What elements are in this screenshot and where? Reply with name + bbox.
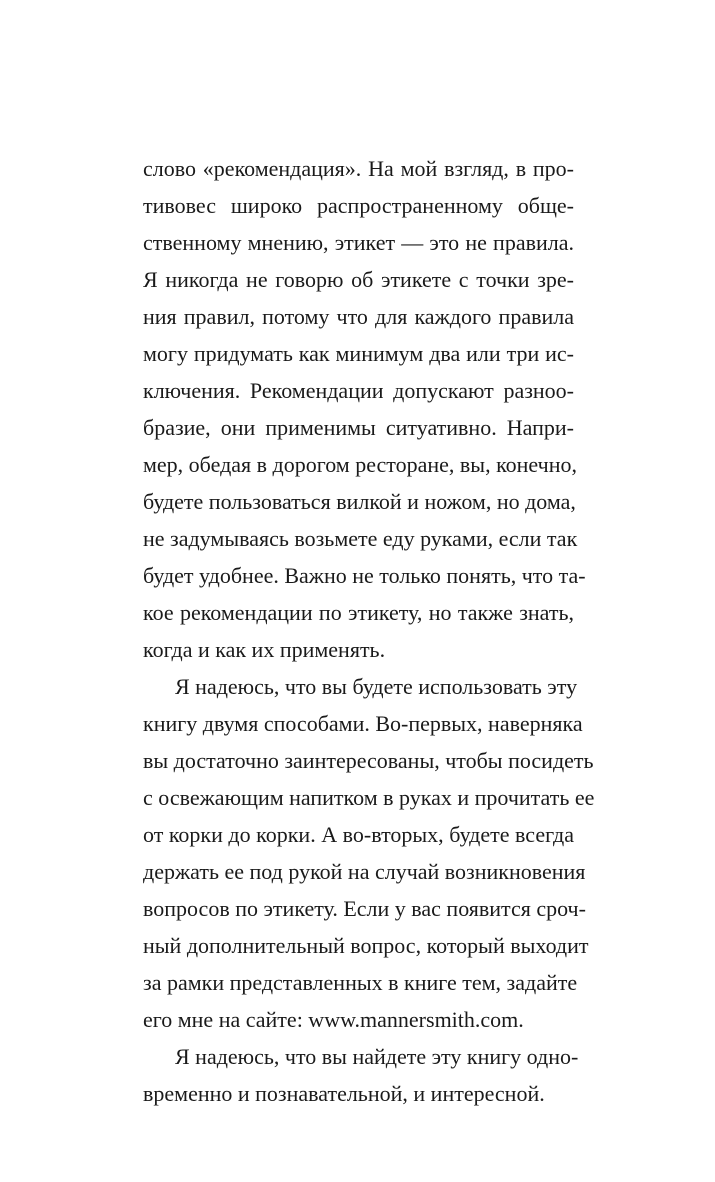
text-line: держать ее под рукой на случай возникновения: [143, 859, 586, 884]
text-line: вопросов по этикету. Если у вас появится сроч-: [143, 896, 586, 921]
paragraph-2: [143, 668, 595, 1038]
text-line: ственному мнению, этикет — это не правила.: [143, 230, 574, 255]
text-line: будет удобнее. Важно не только понять, что та-: [143, 563, 586, 588]
text-line: могу придумать как минимум два или три ис-: [143, 341, 574, 366]
text-line: временно и познавательной, и интересной.: [143, 1081, 545, 1106]
text-line: не задумываясь возьмете еду руками, если так: [143, 526, 578, 551]
text-line: Я надеюсь, что вы найдете эту книгу одно-: [175, 1044, 579, 1069]
text-line: с освежающим напитком в руках и прочитать ее: [143, 785, 595, 810]
text-line: когда и как их применять.: [143, 637, 386, 662]
text-line: книгу двумя способами. Во-первых, наверняка: [143, 711, 583, 736]
text-line: вы достаточно заинтересованы, чтобы посидеть: [143, 748, 594, 773]
paragraph-3: [143, 1038, 579, 1112]
text-line: от корки до корки. А во-вторых, будете всегда: [143, 822, 574, 847]
text-line: ния правил, потому что для каждого правила: [143, 304, 574, 329]
text-line: мер, обедая в дорогом ресторане, вы, конечно,: [143, 452, 577, 477]
text-line: Я надеюсь, что вы будете использовать эту: [175, 674, 578, 699]
text-line: Я никогда не говорю об этикете с точки зре-: [143, 267, 574, 292]
paragraph-1: [143, 150, 586, 668]
text-line: его мне на сайте: www.mannersmith.com.: [143, 1007, 524, 1032]
text-line: бразие, они применимы ситуативно. Напри-: [143, 415, 574, 440]
text-line: будете пользоваться вилкой и ножом, но дома,: [143, 489, 576, 514]
text-line: тивовес широко распространенному обще-: [143, 193, 574, 218]
body-text: [143, 150, 595, 1112]
text-line: ключения. Рекомендации допускают разноо-: [143, 378, 574, 403]
text-line: за рамки представленных в книге тем, задайте: [143, 970, 578, 995]
text-line: слово «рекомендация». На мой взгляд, в про-: [143, 156, 574, 181]
text-line: кое рекомендации по этикету, но также знать,: [143, 600, 574, 625]
text-line: ный дополнительный вопрос, который выходит: [143, 933, 589, 958]
